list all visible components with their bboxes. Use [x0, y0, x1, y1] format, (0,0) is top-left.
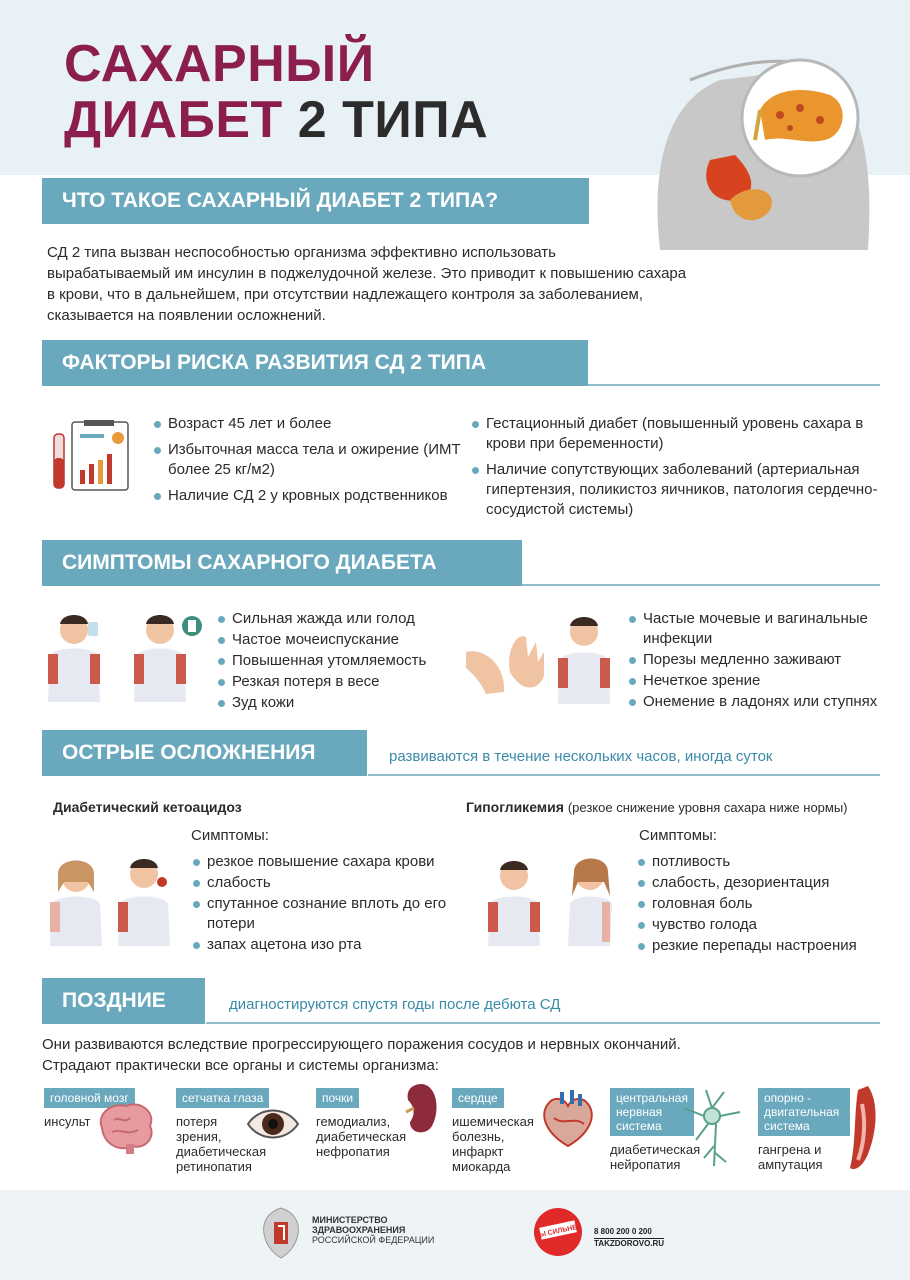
- organ-text: диабетическая нейропатия: [610, 1142, 701, 1172]
- organ-text: ишемическая болезнь, инфаркт миокарда: [452, 1114, 534, 1174]
- kidney-icon: [404, 1082, 440, 1136]
- list-item: Зуд кожи: [216, 693, 466, 713]
- campaign-logo-text: ТЫ СИЛЬНЕЕ: [534, 1223, 583, 1240]
- hypoglycemia-illustration: [472, 852, 616, 946]
- page-title: [64, 36, 488, 148]
- list-item: головная боль: [636, 894, 896, 914]
- keto-symptoms-list: [191, 852, 461, 956]
- organ-tag: опорно - двигательная система: [758, 1088, 850, 1136]
- organ-tag: почки: [316, 1088, 359, 1108]
- list-item: Онемение в ладонях или ступнях: [627, 692, 897, 712]
- organ-tag: центральная нервная система: [610, 1088, 694, 1136]
- list-item: Сильная жажда или голод: [216, 609, 466, 629]
- hotline: [594, 1227, 664, 1249]
- clipboard-chart-icon: [50, 420, 132, 492]
- list-item: Порезы медленно заживают: [627, 650, 897, 670]
- section-late-heading: ПОЗДНИЕ: [42, 978, 205, 1024]
- organ-text: потеря зрения, диабетическая ретинопатия: [176, 1114, 267, 1174]
- section-risk-heading: ФАКТОРЫ РИСКА РАЗВИТИЯ СД 2 ТИПА: [42, 340, 588, 386]
- symptoms-list-right: [627, 609, 897, 713]
- section-symptoms-heading: СИМПТОМЫ САХАРНОГО ДИАБЕТА: [42, 540, 522, 586]
- list-item: спутанное сознание вплоть до его потери: [191, 894, 461, 934]
- hypo-symptoms-list: [636, 852, 896, 957]
- organ-tag: головной мозг: [44, 1088, 135, 1108]
- thirsty-man-illustration: [44, 606, 204, 702]
- hotline-phone: 8 800 200 0 200: [594, 1227, 664, 1239]
- ministry-name: МИНИСТЕРСТВО ЗДРАВООХРАНЕНИЯ РОССИЙСКОЙ ФЕДЕРАЦИИ: [312, 1215, 435, 1245]
- organ-text: инсульт: [44, 1114, 91, 1129]
- list-item: Избыточная масса тела и ожирение (ИМТ более 25 кг/м2): [152, 440, 462, 480]
- risk-list-right: [470, 414, 880, 526]
- organ-text: гемодиализ, диабетическая нефропатия: [316, 1114, 407, 1159]
- footer: [0, 1190, 910, 1280]
- list-item: запах ацетона изо рта: [191, 935, 461, 955]
- list-item: Резкая потеря в весе: [216, 672, 466, 692]
- blood-vessel-icon: [846, 1084, 882, 1174]
- section-what-is-heading: ЧТО ТАКОЕ САХАРНЫЙ ДИАБЕТ 2 ТИПА?: [42, 178, 589, 224]
- title-line-2-a: ДИАБЕТ: [64, 91, 283, 149]
- list-item: резкие перепады настроения: [636, 936, 896, 956]
- pancreas-illustration: [640, 40, 880, 250]
- neuron-icon: [676, 1086, 746, 1170]
- divider-line: [368, 774, 880, 776]
- keto-symptoms-label: Симптомы:: [191, 827, 269, 844]
- list-item: Гестационный диабет (повышенный уровень сахара в крови при беременности): [470, 414, 880, 454]
- list-item: слабость: [191, 873, 461, 893]
- ministry-emblem-icon: [258, 1204, 304, 1260]
- organ-tag: сердце: [452, 1088, 504, 1108]
- divider-line: [206, 1022, 880, 1024]
- heart-icon: [540, 1088, 596, 1150]
- late-subtitle: диагностируются спустя годы после дебюта СД: [229, 996, 561, 1013]
- list-item: чувство голода: [636, 915, 896, 935]
- divider-line: [522, 584, 880, 586]
- what-is-text: СД 2 типа вызван неспособностью организма эффективно использовать вырабатываемый им инсулин в поджелудочной железе. Это приводит к повышению сахара в крови, что в дальнейшем, при отсутствии надлежащего контроля за заболеванием, сказывается на появлении осложнений.: [47, 244, 687, 324]
- list-item: Наличие сопутствующих заболеваний (артериальная гипертензия, поликистоз яичников, патология сердечно-сосудистой системы): [470, 460, 880, 520]
- divider-line: [588, 384, 880, 386]
- title-line-1: САХАРНЫЙ: [64, 35, 375, 93]
- ketoacidosis-illustration: [44, 852, 174, 946]
- list-item: Наличие СД 2 у кровных родственников: [152, 486, 462, 506]
- acute-subtitle: развиваются в течение нескольких часов, иногда суток: [389, 748, 773, 765]
- list-item: Частое мочеиспускание: [216, 630, 466, 650]
- hypo-title: Гипогликемия (резкое снижение уровня сахара ниже нормы): [466, 799, 848, 815]
- hotline-site: TAKZDOROVO.RU: [594, 1239, 665, 1248]
- hypo-symptoms-label: Симптомы:: [639, 827, 717, 844]
- list-item: Возраст 45 лет и более: [152, 414, 462, 434]
- organ-text: гангрена и ампутация: [758, 1142, 823, 1172]
- keto-title: Диабетический кетоацидоз: [53, 799, 242, 815]
- section-acute-heading: ОСТРЫЕ ОСЛОЖНЕНИЯ: [42, 730, 367, 776]
- list-item: Повышенная утомляемость: [216, 651, 466, 671]
- title-line-2-b: 2 ТИПА: [297, 91, 489, 149]
- symptoms-list-left: [216, 609, 466, 714]
- list-item: слабость, дезориентация: [636, 873, 896, 893]
- risk-list-left: [152, 414, 462, 512]
- hypo-note: (резкое снижение уровня сахара ниже нормы): [567, 800, 848, 815]
- list-item: резкое повышение сахара крови: [191, 852, 461, 872]
- brain-icon: [94, 1100, 158, 1156]
- late-text: Они развиваются вследствие прогрессирующего поражения сосудов и нервных окончаний. Страдают практически все органы и системы организма:: [42, 1036, 681, 1074]
- campaign-logo: [532, 1206, 584, 1258]
- list-item: потливость: [636, 852, 896, 872]
- hands-man-illustration: [466, 612, 616, 704]
- list-item: Нечеткое зрение: [627, 671, 897, 691]
- eye-icon: [246, 1104, 300, 1144]
- list-item: Частые мочевые и вагинальные инфекции: [627, 609, 897, 649]
- organ-tag: сетчатка глаза: [176, 1088, 269, 1108]
